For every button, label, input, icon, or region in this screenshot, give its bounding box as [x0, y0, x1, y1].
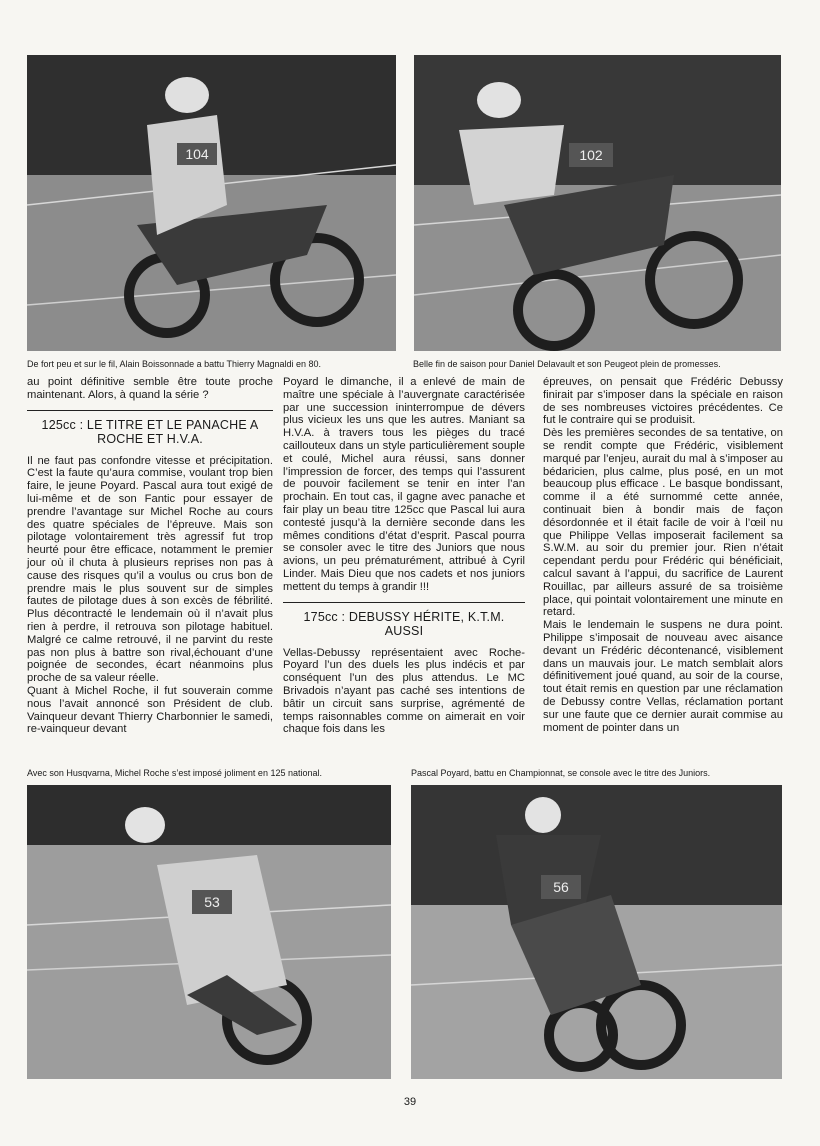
section-heading-175cc: 175cc : DEBUSSY HÉRITE, K.T.M. AUSSI [283, 602, 525, 638]
race-number: 104 [185, 146, 209, 162]
photo-caption-bottom-right: Pascal Poyard, battu en Championnat, se console avec le titre des Juniors. [411, 768, 711, 778]
photo-bottom-left [27, 785, 391, 1079]
photo-caption-top-left: De fort peu et sur le fil, Alain Boissonnade a battu Thierry Magnaldi en 80. [27, 359, 322, 369]
paragraph: Il ne faut pas confondre vitesse et précipitation. C’est la faute qu’aura commise, voulant trop bien faire, le jeune Poyard. Pascal aura tout exigé de lui-même et de son Fantic pour essayer de prendre l’avantage sur Michel Roche au cours des quatre spéciales de l’épreuve. Mais son pilotage volontairement très agressif fut trop heurté pour être efficace, notamment le premier jour où il chuta à plusieurs reprises non pas à cause des risques qu’il a voulus ou crus bon de prendre mais le plus souvent sur de simples fautes de pilotage dues à son excès de fébrilité. Plus décontracté le lendemain où il n’avait plus rien à perdre, il retrouva son pilotage habituel. Malgré ce calme retrouvé, il ne parvint du reste pas non plus à battre son rival,échouant d’une poignée de secondes, écart néanmoins plus proche de sa valeur réelle. [27, 454, 273, 685]
race-number: 56 [553, 879, 569, 895]
photo-caption-bottom-left: Avec son Husqvarna, Michel Roche s’est imposé joliment en 125 national. [27, 768, 322, 778]
photo-top-right [414, 55, 781, 351]
paragraph: au point définitive semble être toute proche maintenant. Alors, à quand la série ? [27, 376, 273, 401]
paragraph: Vellas-Debussy représentaient avec Roche-Poyard l’un des duels les plus indécis et par conséquent l’un des plus attendus. Le MC Brivadois n’ayant pas caché ses intentions de bâtir un circuit sans surprise, agrémenté de temps raisonnables comme on aimerait en voir chaque fois dans les [283, 646, 525, 736]
photo-top-left [27, 55, 396, 351]
article-column-2 [283, 376, 525, 736]
motocross-rider-image [27, 785, 391, 1079]
photo-caption-top-right: Belle fin de saison pour Daniel Delavault et son Peugeot plein de promesses. [413, 359, 721, 369]
paragraph: Dès les premières secondes de sa tentative, on se rendit compte que Frédéric, visiblement marqué par l’enjeu, aurait du mal à s’imposer au bédaricien, plus calme, plus posé, en un mot beaucoup plus efficace . Le basque bondissant, comme il a été surnommé cette année, continuait bien à bondir mais de façon désordonnée et il était facile de voir à l’œil nu que Philippe Vellas imposerait facilement sa S.W.M. au soir du premier jour. Rien n’était cependant perdu pour Frédéric qui bénéficiait, calcul savant à l’appui, du sacrifice de Laurent Rouillac, par ailleurs assuré de sa troisième place, qui pointait volontairement une minute en retard. [543, 427, 783, 619]
motocross-rider-image [411, 785, 782, 1079]
paragraph: Mais le lendemain le suspens ne dura point. Philippe s’imposait de nouveau avec aisance devant un Frédéric décontenancé, visiblement dans un mauvais jour. Le match semblait alors définitivement joué quand, au soir de la course, tout était remis en question par une réclamation de Debussy contre Vellas, réclamation portant sur une faute que ce dernier aurait commise au moment de pointer dans un [543, 619, 783, 734]
paragraph: Quant à Michel Roche, il fut souverain comme nous l’avait annoncé son Président de club. Vainqueur devant Thierry Charbonnier le samedi, re-vainqueur devant [27, 684, 273, 736]
paragraph: épreuves, on pensait que Frédéric Debussy finirait par s’imposer dans la spéciale en raison de ses nombreuses victoires précédentes. Ce fut le contraire qui se produisit. [543, 376, 783, 427]
paragraph: Poyard le dimanche, il a enlevé de main de maître une spéciale à l’auvergnate caractérisée par une succession ininterrompue de dévers plus vicieux les uns que les autres. Maniant sa H.V.A. à travers tous les pièges du tracé caillouteux dans un style particulièrement souple et coulé, Michel aura réussi, sans donner l’impression de forcer, des temps qui l’assurent de pouvoir facilement se tenir en inter l’an prochain. En tout cas, il gagne avec panache et fair play un beau titre 125cc que Pascal lui aura contesté jusqu’à la dernière seconde dans les mêmes conditions d’état d’esprit. Pascal pourra se consoler avec le titre des Juniors que nous avions, un peu prématurément, attribué à Cyril Linder. Mais Dieu que nos cadets et nos juniors mettent du temps à grandir !!! [283, 376, 525, 593]
motocross-rider-image [414, 55, 781, 351]
page-number: 39 [403, 1096, 417, 1108]
article-column-3 [543, 376, 783, 734]
race-number: 53 [204, 894, 220, 910]
race-number: 102 [579, 147, 603, 163]
photo-bottom-right [411, 785, 782, 1079]
article-column-1 [27, 376, 273, 736]
motocross-rider-image [27, 55, 396, 351]
section-heading-125cc: 125cc : LE TITRE ET LE PANACHE A ROCHE ET H.V.A. [27, 410, 273, 446]
